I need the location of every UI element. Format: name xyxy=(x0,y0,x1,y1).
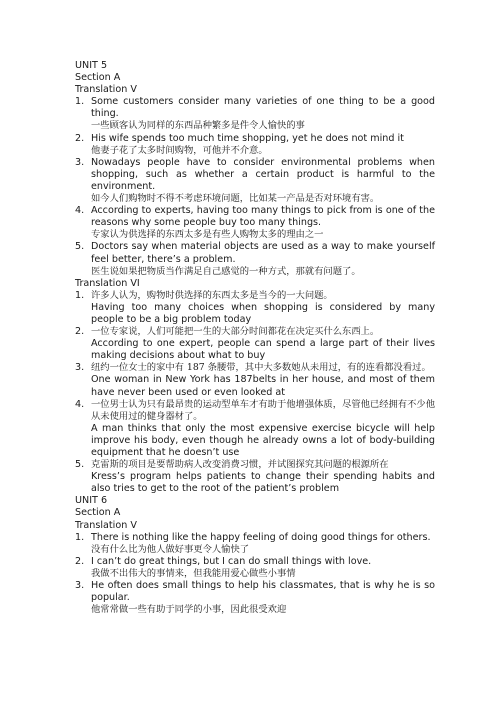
chinese-sentence: 他常常做一些有助于同学的小事，因此很受欢迎 xyxy=(91,604,287,616)
chinese-sentence: 克雷斯的项目是要帮助病人改变消费习惯，并试图探究其问题的根源所在 xyxy=(91,459,389,471)
list-item xyxy=(75,205,435,241)
list-item xyxy=(75,580,435,616)
english-sentence: I can’t do great things, but I can do small things with love. xyxy=(91,555,372,567)
chinese-sentence: 一位男士认为只有最昂贵的运动型单车才有助于他增强体质，尽管他已经拥有不少他从未使用过的健身器材了。 xyxy=(91,398,435,422)
english-sentence: According to one expert, people can spend a large part of their lives making decisions about what to buy xyxy=(91,338,435,362)
chinese-sentence: 我做不出伟大的事情来，但我能用爱心做些小事情 xyxy=(91,567,296,579)
chinese-sentence: 纽约一位女士的家中有 187 条腰带，其中大多数她从未用过，有的连看都没看过。 xyxy=(91,362,431,374)
english-sentence: According to experts, having too many things to pick from is one of the reasons why some people buy too many things. xyxy=(91,205,435,229)
english-sentence: A man thinks that only the most expensive exercise bicycle will help improve his body, even though he already owns a lot of body-building equipment that he doesn’t use xyxy=(91,422,435,458)
english-sentence: Kress’s program helps patients to change their spending habits and also tries to get to the root of the patient’s problem xyxy=(91,471,435,495)
list-item xyxy=(75,133,435,157)
unit-title: UNIT 6 xyxy=(75,495,108,507)
chinese-sentence: 一位专家说，人们可能把一生的大部分时间都花在决定买什么东西上。 xyxy=(91,326,380,338)
translation-title: Translation VI xyxy=(75,277,140,289)
item-number: 4. xyxy=(75,398,85,410)
chinese-sentence: 没有什么比为他人做好事更令人愉快了 xyxy=(91,543,250,555)
item-number: 4. xyxy=(75,205,85,217)
chinese-sentence: 专家认为供选择的东西太多是有些人购物太多的理由之一 xyxy=(91,229,324,241)
list-item xyxy=(75,459,435,495)
item-number: 5. xyxy=(75,241,85,253)
list-item xyxy=(75,532,435,556)
english-sentence: Some customers consider many varieties of one thing to be a good thing. xyxy=(91,96,435,120)
section-title: Section A xyxy=(75,507,121,519)
translation-title: Translation V xyxy=(75,84,137,96)
english-sentence: There is nothing like the happy feeling of doing good things for others. xyxy=(91,531,431,543)
section-title: Section A xyxy=(75,72,121,84)
english-sentence: His wife spends too much time shopping, yet he does not mind it xyxy=(91,132,404,144)
item-number: 3. xyxy=(75,156,85,168)
english-sentence: Doctors say when material objects are used as a way to make yourself feel better, there’s a problem. xyxy=(91,241,435,265)
english-sentence: Having too many choices when shopping is considered by many people to be a big problem today xyxy=(91,301,435,325)
translation-title: Translation V xyxy=(75,519,137,531)
item-number: 1. xyxy=(75,531,85,543)
list-item xyxy=(75,241,435,277)
item-number: 2. xyxy=(75,555,85,567)
document-body xyxy=(75,60,435,616)
chinese-sentence: 一些顾客认为同样的东西品种繁多是件令人愉快的事 xyxy=(91,120,305,132)
unit-title: UNIT 5 xyxy=(75,60,108,71)
item-number: 3. xyxy=(75,362,85,374)
chinese-sentence: 许多人认为，购物时供选择的东西太多是当今的一大问题。 xyxy=(91,289,333,301)
list-item xyxy=(75,399,435,459)
list-item xyxy=(75,326,435,362)
english-sentence: Nowadays people have to consider environmental problems when shopping, such as whether a certain product is harmful to the environment. xyxy=(91,156,435,192)
list-item xyxy=(75,96,435,132)
item-number: 1. xyxy=(75,96,85,108)
chinese-sentence: 如今人们购物时不得不考虑环境问题，比如某一产品是否对环境有害。 xyxy=(91,193,380,205)
chinese-sentence: 医生说如果把物质当作满足自己感觉的一种方式，那就有问题了。 xyxy=(91,265,361,277)
list-item xyxy=(75,157,435,205)
list-item xyxy=(75,362,435,398)
item-number: 1. xyxy=(75,289,85,301)
list-item xyxy=(75,290,435,326)
english-sentence: One woman in New York has 187belts in her house, and most of them have never been used or even looked at xyxy=(91,374,435,398)
list-item xyxy=(75,556,435,580)
item-number: 5. xyxy=(75,459,85,471)
item-number: 3. xyxy=(75,580,85,592)
english-sentence: He often does small things to help his classmates, that is why he is so popular. xyxy=(91,580,435,604)
item-number: 2. xyxy=(75,326,85,338)
item-number: 2. xyxy=(75,132,85,144)
chinese-sentence: 他妻子花了太多时间购物，可他并不介意。 xyxy=(91,144,268,156)
